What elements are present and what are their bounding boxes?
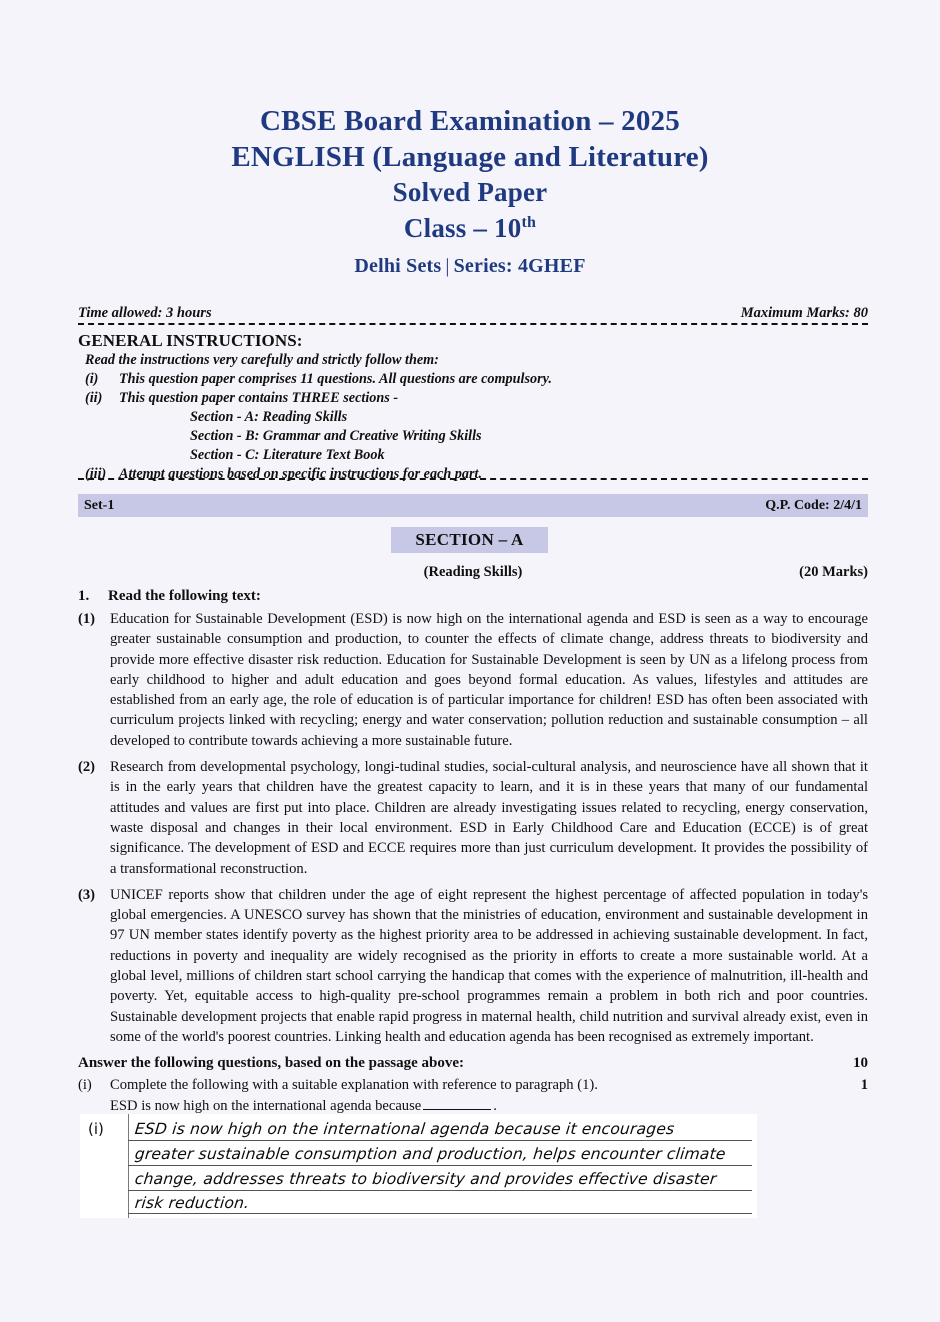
section-subtitle: (Reading Skills) xyxy=(423,564,523,580)
instruction-text: Attempt questions based on specific instructions for each part. xyxy=(119,466,482,482)
maximum-marks: Maximum Marks: 80 xyxy=(740,305,868,321)
question-body xyxy=(78,586,868,1116)
question-heading xyxy=(78,586,868,607)
blank-underline[interactable] xyxy=(423,1098,491,1110)
delhi-sets-label: Delhi Sets xyxy=(354,255,442,277)
handwritten-line: greater sustainable consumption and production, helps encounter climate xyxy=(134,1145,727,1163)
handwritten-answer-label: (i) xyxy=(88,1120,104,1138)
question-prompt: Read the following text: xyxy=(108,588,261,604)
paragraph-text: Education for Sustainable Development (ESD) is now high on the international agenda and ESD is seen as a way to encourage greater sustainable consumption and production, to counter the effects of climate change, address threats to biodiversity and provide more effective disaster risk reduction. Education for Sustainable Development is seen by UN as a lifelong process from early childhood to higher and adult education and goes beyond formal education. As values, lifestyles and attitudes are established from an early age, the role of education is of particular importance for children! ESD has often been associated with curriculum projects linked with recycling; energy and water conservation; pollution reduction and sustainable consumption – all developed to contribute towards achieving a more sustainable future. xyxy=(110,611,868,749)
instruction-text: This question paper contains THREE sections - xyxy=(119,390,399,406)
exam-meta-row xyxy=(78,305,868,322)
instruction-number: (i) xyxy=(85,371,99,387)
question-number: 1. xyxy=(78,588,90,604)
divider-dashed-bottom xyxy=(78,478,868,480)
section-listing-item: Section - B: Grammar and Creative Writing Skills xyxy=(190,428,482,444)
instruction-number: (ii) xyxy=(85,390,103,406)
handwriting-rule xyxy=(128,1140,752,1141)
class-ordinal-suffix: th xyxy=(521,214,537,231)
paragraph-text: Research from developmental psychology, longi-tudinal studies, social-cultural analysis, and neuroscience have all shown that it is in the early years that children have the greatest capacity to learn, and it is in these years that many of our fundamental attitudes and values are first put into place. Children are already investigating issues related to recycling, energy conservation, waste disposal and changes in their local environment. ESD in Early Childhood Care and Education (ECCE) is of great significance. The development of ESD and ECCE requires more than just curriculum development. It provides the possibility of a transformational reconstruction. xyxy=(110,759,868,877)
answer-instructions-text: Answer the following questions, based on the passage above: xyxy=(78,1055,465,1072)
separator-pipe: | xyxy=(445,255,450,277)
answer-total-marks: 10 xyxy=(853,1055,868,1072)
passage-paragraph xyxy=(78,609,868,751)
general-instructions-heading: GENERAL INSTRUCTIONS: xyxy=(78,331,303,350)
divider-dashed-top xyxy=(78,323,868,325)
section-a-badge: SECTION – A xyxy=(391,527,548,553)
fill-blank-suffix: . xyxy=(493,1097,497,1114)
sub-question-text: Complete the following with a suitable explanation with reference to paragraph (1). xyxy=(110,1077,598,1094)
set-code-bar xyxy=(78,494,868,517)
paper-type: Solved Paper xyxy=(392,177,548,207)
sub-question-row xyxy=(78,1075,868,1095)
handwriting-rule xyxy=(128,1213,752,1214)
handwriting-rule xyxy=(128,1165,752,1166)
answer-instructions-row xyxy=(78,1053,868,1074)
time-allowed: Time allowed: 3 hours xyxy=(78,305,212,321)
instruction-text: This question paper comprises 11 questions. All questions are compulsory. xyxy=(119,371,552,387)
handwriting-rule xyxy=(128,1190,752,1191)
fill-in-the-blank-line xyxy=(78,1096,868,1116)
sub-question-label: (i) xyxy=(78,1077,92,1094)
paper-title-block xyxy=(0,0,940,281)
instruction-item xyxy=(78,370,868,389)
instruction-item xyxy=(78,465,868,484)
set-series-line xyxy=(0,251,940,281)
handwritten-line: change, addresses threats to biodiversity and provides effective disaster xyxy=(134,1170,718,1188)
handwritten-answer-box xyxy=(80,1114,757,1218)
set-label: Set-1 xyxy=(84,497,115,513)
paragraph-label: (1) xyxy=(78,611,96,627)
general-instructions-block xyxy=(78,330,868,484)
section-subtitle-row xyxy=(78,564,868,582)
subject-title: ENGLISH (Language and Literature) xyxy=(231,141,709,173)
section-listing-item: Section - A: Reading Skills xyxy=(190,409,348,425)
series-label: Series: 4GHEF xyxy=(453,255,586,277)
general-instructions-subheading: Read the instructions very carefully and strictly follow them: xyxy=(85,352,439,368)
handwritten-line: risk reduction. xyxy=(134,1194,251,1212)
paragraph-label: (3) xyxy=(78,886,96,903)
paragraph-label: (2) xyxy=(78,759,96,776)
passage-paragraph xyxy=(78,885,868,1047)
section-marks: (20 Marks) xyxy=(799,564,868,580)
passage-paragraph xyxy=(78,757,868,879)
class-title xyxy=(0,210,940,246)
exam-title: CBSE Board Examination – 2025 xyxy=(260,105,680,137)
instruction-item xyxy=(78,389,868,408)
class-label: Class – 10 xyxy=(403,213,522,243)
fill-blank-prefix: ESD is now high on the international agenda because xyxy=(110,1097,422,1114)
sub-question-marks: 1 xyxy=(860,1077,868,1094)
paragraph-text: UNICEF reports show that children under the age of eight represent the highest percentage of affected population in today's global emergencies. A UNESCO survey has shown that the ministries of education, environment and sustainable development in 97 UN member states identify poverty as the highest priority area to be addressed in achieving sustainable development. In fact, reductions in poverty and inequality are widely recognised as the priority in efforts to create a more sustainable world. At a global level, millions of children start school carrying the handicap that comes with the experience of malnutrition, ill-health and poverty. Yet, equitable access to high-quality pre-school programmes remain a problem in both rich and poor countries. Sustainable development projects that enable rapid progress in maternal health, child nutrition and survival already exist, even in some of the world's poorest countries. Linking health and education agenda has been recognised as extremely important. xyxy=(110,886,868,1045)
handwritten-line: ESD is now high on the international agenda because it encourages xyxy=(134,1120,676,1138)
instruction-number: (iii) xyxy=(85,466,107,482)
section-listing-item: Section - C: Literature Text Book xyxy=(190,447,385,463)
qp-code-label: Q.P. Code: 2/4/1 xyxy=(765,497,862,513)
